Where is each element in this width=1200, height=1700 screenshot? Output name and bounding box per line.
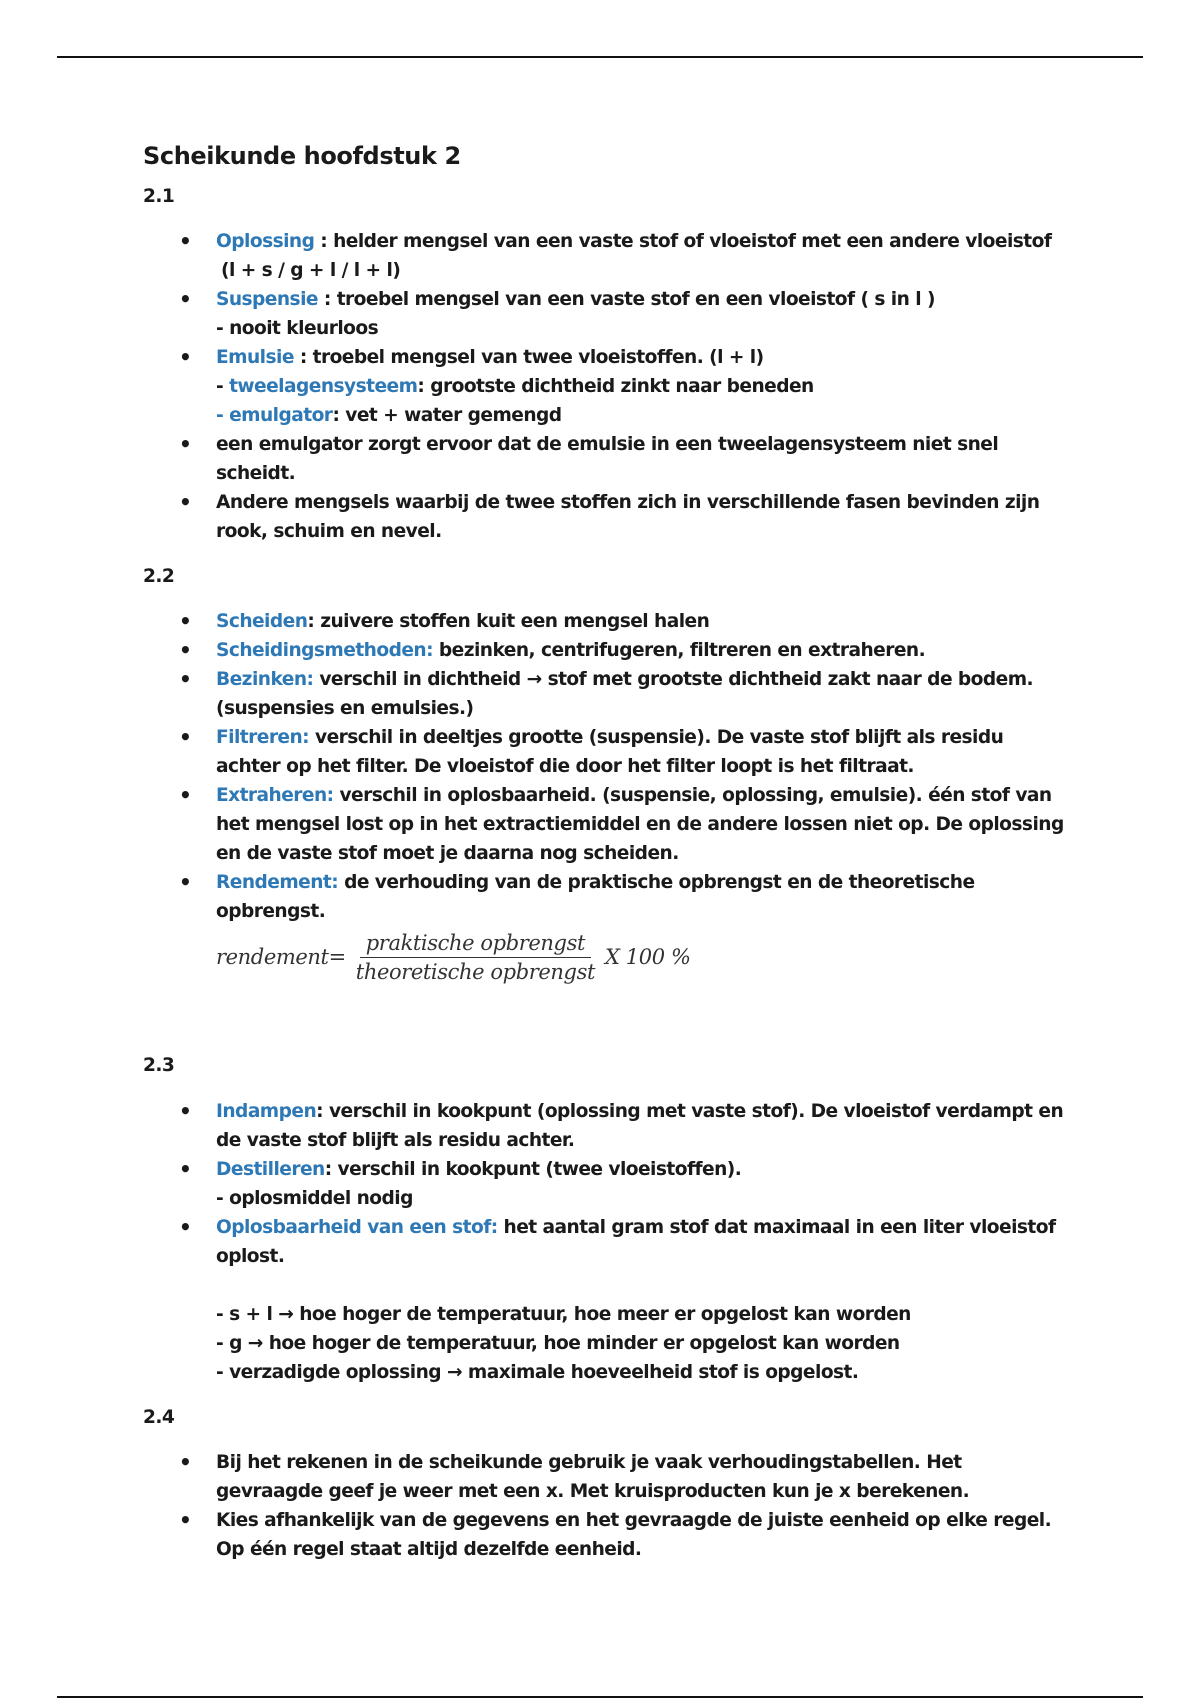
term-suspensie: Suspensie (216, 289, 318, 310)
section-2-4-list (143, 1448, 1073, 1564)
term-scheiden: Scheiden (216, 611, 308, 632)
term-oplossing: Oplossing (216, 231, 315, 252)
list-item-extra: (l + s / g + l / l + l) (221, 260, 401, 281)
section-heading-2-1: 2.1 (143, 186, 175, 207)
list-item: • Bij het rekenen in de scheikunde gebruik je vaak verhoudingstabellen. Het gevraagde geef je weer met een x. Met kruisproducten kun je x berekenen. (143, 1448, 1073, 1506)
sub-line: - emulgator: vet + water gemengd (216, 405, 562, 426)
list-item: • Scheidingsmethoden: bezinken, centrifugeren, filtreren en extraheren. (143, 636, 1073, 665)
list-item: • Destilleren: verschil in kookpunt (twee vloeistoffen). - oplosmiddel nodig (143, 1155, 1073, 1213)
header-rule (57, 56, 1143, 58)
section-2-2-list (143, 607, 1073, 926)
list-item-extra: (suspensies en emulsies.) (216, 698, 474, 719)
document-body (143, 140, 1073, 1564)
list-item: • Oplossing : helder mengsel van een vaste stof of vloeistof met een andere vloeistof (l + s / g + l / l + l) (143, 227, 1073, 285)
formula-equals: = (328, 945, 346, 969)
section-2-1-list (143, 227, 1073, 546)
list-item-extra: - nooit kleurloos (216, 318, 379, 339)
term-bezinken: Bezinken: (216, 669, 314, 690)
term-scheidingsmethoden: Scheidingsmethoden: (216, 640, 433, 661)
footer-rule (57, 1696, 1143, 1698)
formula-lhs: rendement (216, 945, 329, 969)
list-item: • Extraheren: verschil in oplosbaarheid. (suspensie, oplossing, emulsie). één stof van het mengsel lost op in het extractiemiddel en de andere lossen niet op. De oplossing en de vaste stof moet je daarna nog scheiden. (143, 781, 1073, 868)
rendement-formula (216, 930, 1073, 985)
term-rendement: Rendement: (216, 872, 339, 893)
formula-denominator: theoretische opbrengst (355, 960, 595, 984)
list-item: • Oplosbaarheid van een stof: het aantal gram stof dat maximaal in een liter vloeistof oplost. - s + l → hoe hoger de temperatuur, hoe meer er opgelost kan worden - g → hoe hoger de temperatuur, hoe minder er opgelost kan worden - verzadigde oplossing → maximale hoeveelheid stof is opgelost. (143, 1213, 1073, 1387)
section-2-3-list (143, 1097, 1073, 1387)
section-heading-2-4: 2.4 (143, 1407, 175, 1428)
list-item: • Bezinken: verschil in dichtheid → stof met grootste dichtheid zakt naar de bodem. (suspensies en emulsies.) (143, 665, 1073, 723)
term-extraheren: Extraheren: (216, 785, 334, 806)
list-item: • Filtreren: verschil in deeltjes grootte (suspensie). De vaste stof blijft als residu achter op het filter. De vloeistof die door het filter loopt is het filtraat. (143, 723, 1073, 781)
section-heading-2-3: 2.3 (143, 1055, 175, 1076)
list-item-extra: - oplosmiddel nodig (216, 1188, 413, 1209)
sub-line: - tweelagensysteem: grootste dichtheid zinkt naar beneden (216, 376, 814, 397)
list-item: • Scheiden: zuivere stoffen kuit een mengsel halen (143, 607, 1073, 636)
list-item: • Andere mengsels waarbij de twee stoffen zich in verschillende fasen bevinden zijn rook, schuim en nevel. (143, 488, 1073, 546)
term-filtreren: Filtreren: (216, 727, 310, 748)
sub-line: - verzadigde oplossing → maximale hoeveelheid stof is opgelost. (216, 1362, 859, 1383)
term-emulsie: Emulsie (216, 347, 294, 368)
list-item: • Suspensie : troebel mengsel van een vaste stof en een vloeistof ( s in l ) - nooit kleurloos (143, 285, 1073, 343)
arrow-icon: → (278, 1304, 294, 1325)
list-item: • Kies afhankelijk van de gegevens en het gevraagde de juiste eenheid op elke regel. Op één regel staat altijd dezelfde eenheid. (143, 1506, 1073, 1564)
term-destilleren: Destilleren (216, 1159, 325, 1180)
sub-line: - g → hoe hoger de temperatuur, hoe minder er opgelost kan worden (216, 1333, 900, 1354)
list-item: • Emulsie : troebel mengsel van twee vloeistoffen. (l + l) - tweelagensysteem: grootste dichtheid zinkt naar beneden - emulgator: vet + water gemengd (143, 343, 1073, 430)
term-tweelagensysteem: tweelagensysteem (229, 376, 418, 397)
list-item: • Rendement: de verhouding van de praktische opbrengst en de theoretische opbrengst. (143, 868, 1073, 926)
list-item: • een emulgator zorgt ervoor dat de emulsie in een tweelagensysteem niet snel scheidt. (143, 430, 1073, 488)
formula-fraction (350, 930, 601, 985)
section-heading-2-2: 2.2 (143, 566, 175, 587)
term-emulgator: emulgator (229, 405, 333, 426)
arrow-icon: → (446, 1362, 462, 1383)
term-oplosbaarheid: Oplosbaarheid van een stof: (216, 1217, 498, 1238)
formula-numerator: praktische opbrengst (360, 930, 591, 958)
term-indampen: Indampen (216, 1101, 317, 1122)
sub-line: - s + l → hoe hoger de temperatuur, hoe meer er opgelost kan worden (216, 1304, 911, 1325)
arrow-icon: → (526, 669, 542, 690)
formula-multiplier: X 100 % (604, 945, 691, 969)
list-item: • Indampen: verschil in kookpunt (oplossing met vaste stof). De vloeistof verdampt en de vaste stof blijft als residu achter. (143, 1097, 1073, 1155)
arrow-icon: → (247, 1333, 263, 1354)
document-title: Scheikunde hoofdstuk 2 (143, 142, 461, 170)
